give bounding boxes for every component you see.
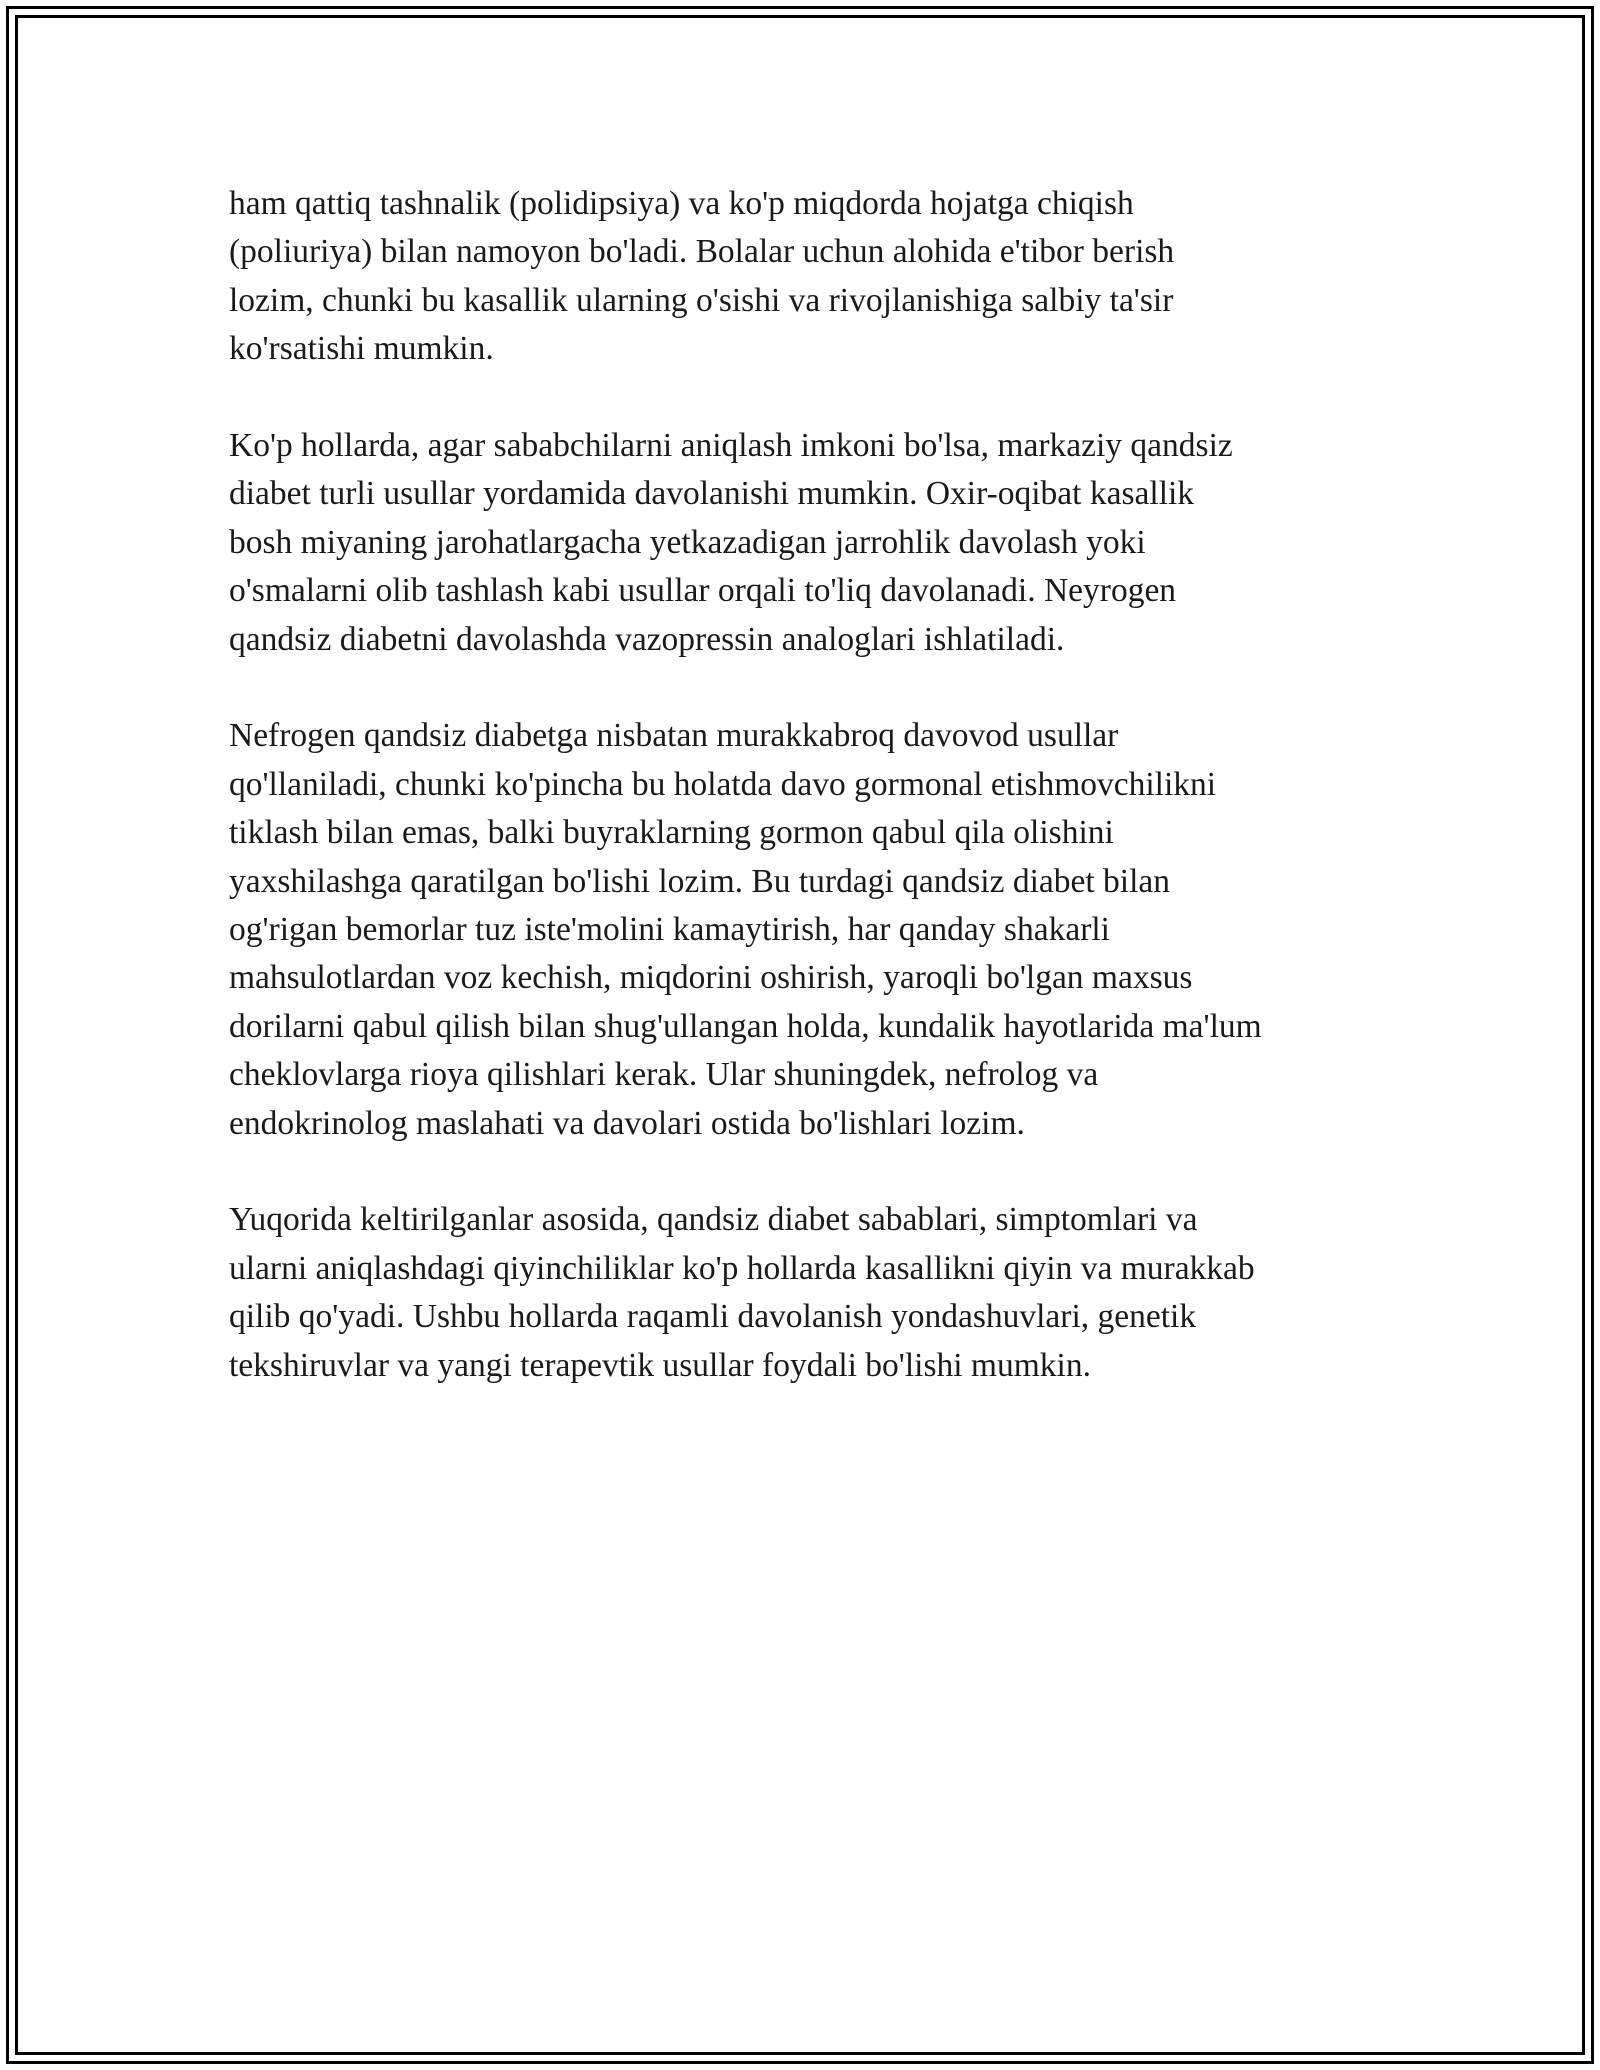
paragraph-conclusion: Yuqorida keltirilganlar asosida, qandsiz diabet sabablari, simptomlari va ularni aniqlashdagi qiyinchiliklar ko'p hollarda kasallikni qiyin va murakkab qilib qo'yadi. Ushbu hollarda raqamli davolanish yondashuvlari, genetik tekshiruvlar va yangi terapevtik usullar foydali bo'lishi mumkin. <box>229 1201 1255 1384</box>
paragraph-central-treatment: Ko'p hollarda, agar sababchilarni aniqlash imkoni bo'lsa, markaziy qandsiz diabet turli usullar yordamida davolanishi mumkin. Oxir-oqibat kasallik bosh miyaning jarohatlargacha yetkazadigan jarrohlik davolash yoki o'smalarni olib tashlash kabi usullar orqali to'liq davolanadi. Neyrogen qandsiz diabetni davolashda vazopressin analoglari ishlatiladi. <box>229 427 1233 658</box>
paragraph-nephrogenic-treatment: Nefrogen qandsiz diabetga nisbatan murakkabroq davovod usullar qo'llaniladi, chunki ko'pincha bu holatda davo gormonal etishmovchilikni tiklash bilan emas, balki buyraklarning gormon qabul qila olishini yaxshilashga qaratilgan bo'lishi lozim. Bu turdagi qandsiz diabet bilan og'rigan bemorlar tuz iste'molini kamaytirish, har qanday shakarli mahsulotlardan voz kechish, miqdorini oshirish, yaroqli bo'lgan maxsus dorilarni qabul qilish bilan shug'ullangan holda, kundalik hayotlarida ma'lum cheklovlarga rioya qilishlari kerak. Ular shuningdek, nefrolog va endokrinolog maslahati va davolari ostida bo'lishlari lozim. <box>229 717 1262 1142</box>
document-body <box>229 180 1429 1439</box>
paragraph-symptoms: ham qattiq tashnalik (polidipsiya) va ko'p miqdorda hojatga chiqish (poliuriya) bilan namoyon bo'ladi. Bolalar uchun alohida e'tibor berish lozim, chunki bu kasallik ularning o'sishi va rivojlanishiga salbiy ta'sir ko'rsatishi mumkin. <box>229 185 1175 368</box>
